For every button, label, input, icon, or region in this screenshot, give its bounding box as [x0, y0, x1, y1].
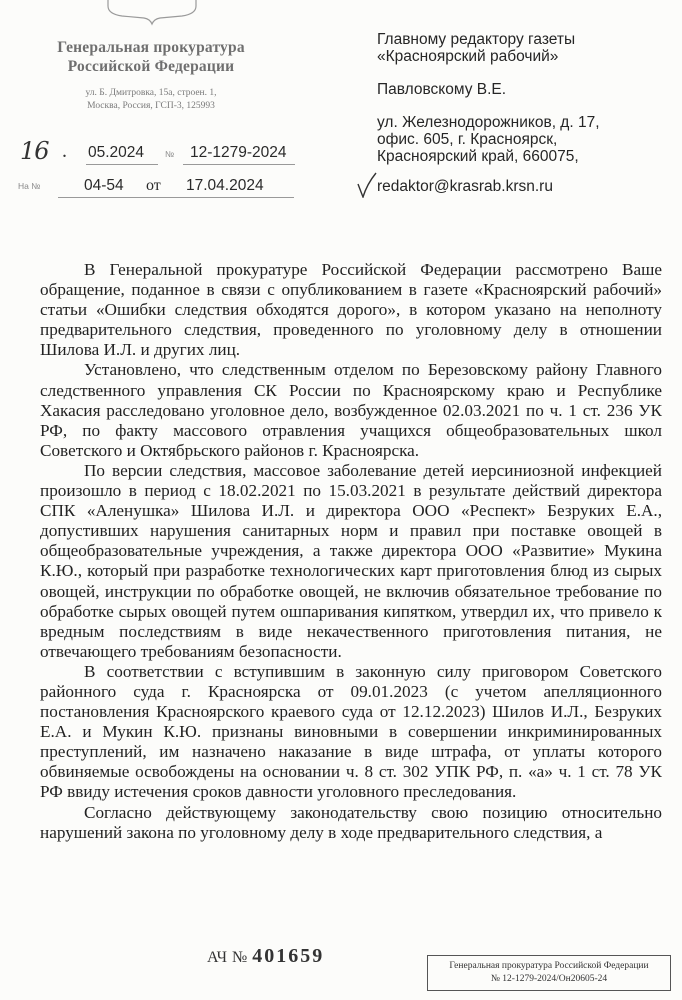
- reference-underline: [58, 197, 294, 198]
- registration-stamp: [427, 955, 671, 991]
- sender-address-line2: Москва, Россия, ГСП-3, 125993: [87, 101, 215, 111]
- date-underline: [86, 164, 158, 165]
- incoming-number: 04-54: [84, 177, 124, 194]
- reply-label: На №: [18, 181, 41, 191]
- sender-organization: [20, 38, 282, 76]
- sender-address-line1: ул. Б. Дмитровка, 15а, строен. 1,: [85, 88, 217, 98]
- addressee-email: redaktor@krasrab.krsn.ru: [377, 178, 553, 195]
- body-paragraph: По версии следствия, массовое заболевание детей иерсиниозной инфекцией произошло в период с 18.02.2021 по 15.03.2021 в результате действий директора СПК «Аленушка» Шилова И.Л. и директора ООО «Респект» Безруких Е.А., допустивших нарушения санитарных норм и правил при поставке овощей в общеобразовательные учреждения, а также директора ООО «Развитие» Мукина К.Ю., который при разработке технологических карт приготовления блюд из сырых овощей, инструкции по обработке овощей, не включив обязательное требование по обработке сырых овощей путем ошпаривания кипятком, утвердил их, что привело к вредным последствиям в виде некачественного приготовления питания, не отвечающего требованиям безопасности.: [40, 460, 662, 661]
- emblem-icon: [104, 0, 200, 26]
- outgoing-number: 12-1279-2024: [190, 144, 287, 161]
- number-sign: №: [165, 149, 175, 159]
- stamp-line2: № 12-1279-2024/Он20605-24: [490, 974, 608, 984]
- handwritten-check-icon: [355, 172, 377, 198]
- from-label: от: [146, 177, 161, 194]
- sender-org-line1: Генеральная прокуратура: [57, 39, 245, 56]
- spacer: [377, 98, 677, 114]
- body-paragraph: Установлено, что следственным отделом по Березовскому району Главного следственного управления СК России по Красноярскому краю и Республике Хакасия расследовано уголовное дело, возбужденное 02.03.2021 по ч. 1 ст. 236 УК РФ, по факту массового отравления учащихся общеобразовательных школ Советского и Октябрьского районов г. Красноярска.: [40, 360, 662, 460]
- addressee-office: офис. 605, г. Красноярск,: [377, 131, 558, 148]
- body-paragraph: Согласно действующему законодательству свою позицию относительно нарушений закона по уголовному делу в ходе предварительного следствия, а: [40, 802, 662, 842]
- stamp-line1: Генеральная прокуратура Российской Федерации: [449, 961, 649, 971]
- addressee-line2: «Красноярский рабочий»: [377, 48, 559, 65]
- handwritten-day: 16: [20, 137, 49, 165]
- number-underline: [183, 164, 295, 165]
- addressee-region: Красноярский край, 660075,: [377, 148, 579, 165]
- incoming-date: 17.04.2024: [186, 177, 264, 194]
- handwritten-dot: .: [62, 140, 67, 162]
- spacer: [377, 65, 677, 81]
- body-paragraph: В Генеральной прокуратуре Российской Федерации рассмотрено Ваше обращение, поданное в связи с опубликованием в газете «Красноярский рабочий» статьи «Ошибки следствия обходятся дорого», в котором указано на неполноту предварительного следствия, проведенного по уголовному делу в отношении Шилова И.Л. и других лиц.: [40, 260, 662, 360]
- form-serial-number: [207, 945, 324, 968]
- addressee-name: Павловскому В.Е.: [377, 81, 507, 98]
- sender-address: [20, 87, 282, 113]
- serial-prefix: АЧ №: [207, 949, 248, 966]
- body-paragraph: В соответствии с вступившим в законную силу приговором Советского районного суда г. Красноярска от 09.01.2023 (с учетом апелляционного постановления Красноярского краевого суда от 12.12.2023) Шилов И.Л., Безруких Е.А. и Мукин К.Ю. признаны виновными в совершении инкриминированных преступлений, им назначено наказание в виде штрафа, от уплаты которого обвиняемые освобождены на основании ч. 8 ст. 302 УПК РФ, п. «а» ч. 1 ст. 78 УК РФ ввиду истечения сроков давности уголовного преследования.: [40, 661, 662, 802]
- outgoing-date: 05.2024: [88, 144, 145, 161]
- serial-number: 401659: [252, 945, 325, 967]
- letter-body: [40, 260, 662, 843]
- addressee-line1: Главному редактору газеты: [377, 31, 576, 48]
- addressee-street: ул. Железнодорожников, д. 17,: [377, 114, 600, 131]
- addressee-block: [377, 31, 677, 165]
- sender-org-line2: Российской Федерации: [67, 58, 235, 75]
